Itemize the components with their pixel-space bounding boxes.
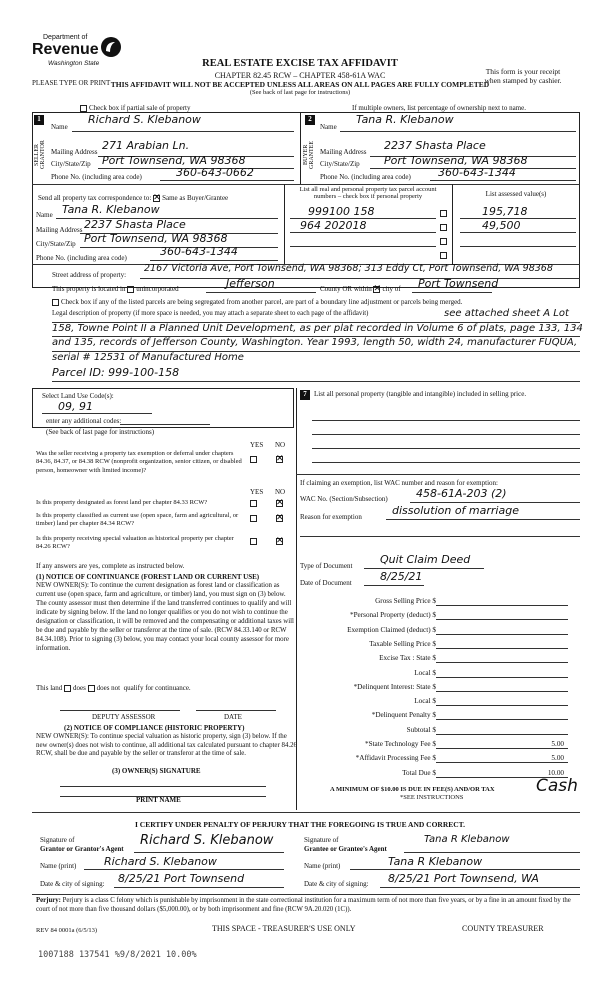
buyer-city-label: City/State/Zip: [320, 160, 360, 168]
county-treasurer: COUNTY TREASURER: [462, 924, 544, 933]
assessed-header: List assessed value(s): [485, 190, 547, 198]
fee-label: *Personal Property (deduct) $: [349, 611, 436, 620]
corr-city: Port Townsend, WA 98368: [84, 232, 228, 245]
q2-yes[interactable]: [250, 499, 259, 507]
q1-no[interactable]: [276, 455, 285, 463]
fee-label: Total Due $: [402, 768, 436, 777]
fee-label: Subtotal $: [406, 725, 436, 734]
reason-label: Reason for exemption: [300, 513, 362, 521]
fee-label: *Delinquent Penalty $: [371, 711, 436, 720]
seller-side-label: SELLER GRANTOR: [34, 140, 46, 170]
fee-value: 5.00: [551, 754, 564, 763]
location-mid: County OR within ✕ city of: [320, 285, 401, 293]
street-value: 2167 Victoria Ave, Port Townsend, WA 98368; 313 Eddy Ct, Port Townsend, WA 98368: [144, 263, 553, 274]
buyer-phone-label: Phone No. (including area code): [320, 173, 411, 181]
legal-label: Legal description of property (if more space is needed, you may attach a separate sheet to each page of the affidavit): [52, 310, 369, 317]
does-not-checkbox[interactable]: [88, 685, 95, 692]
grantee-name: Tana R Klebanow: [388, 855, 483, 868]
treasurer-space: THIS SPACE - TREASURER'S USE ONLY: [212, 924, 356, 933]
form-subtitle: CHAPTER 82.45 RCW – CHAPTER 458-61A WAC: [214, 71, 386, 80]
multiple-owners-note: If multiple owners, list percentage of ownership next to name.: [352, 104, 526, 112]
if-yes-note: If any answers are yes, complete as instructed below.: [36, 562, 185, 570]
grantee-sig-label1: Signature of: [304, 836, 339, 844]
fee-value: 5.00: [551, 740, 564, 748]
continuance-title: (1) NOTICE OF CONTINUANCE (FOREST LAND OR CURRENT USE): [36, 573, 260, 581]
yes-header-2: YES: [250, 488, 264, 496]
doc-type-label: Type of Document: [300, 562, 353, 570]
grantee-date-label: Date & city of signing:: [304, 880, 369, 888]
section-7-tag: 7: [300, 390, 310, 400]
grantee-name-label: Name (print): [304, 862, 341, 870]
assessed-value-1: 195,718: [482, 205, 528, 218]
additional-codes: enter any additional codes:: [46, 417, 122, 425]
fee-label: Exemption Claimed (deduct) $: [347, 625, 436, 634]
corr-city-label: City/State/Zip: [36, 240, 76, 248]
corr-name-label: Name: [36, 211, 53, 219]
form-title: REAL ESTATE EXCISE TAX AFFIDAVIT: [202, 58, 398, 69]
parcel-4-checkbox[interactable]: [440, 251, 449, 259]
corr-addr: 2237 Shasta Place: [84, 218, 186, 231]
fee-label: *Affidavit Processing Fee $: [355, 754, 436, 763]
parcel-id: Parcel ID: 999-100-158: [52, 366, 180, 379]
please-type: PLEASE TYPE OR PRINT: [32, 79, 111, 87]
grantor-name: Richard S. Klebanow: [104, 855, 217, 868]
buyer-name: Tana R. Klebanow: [356, 113, 454, 126]
compliance-body: NEW OWNER(S): To continue special valuation as historic property, sign (3) below. If the new owner(s) does not wish to continue, all additional tax calculated pursuant to chapter 84.26 RCW, shall be due and payable by the seller or transferor at the time of sale.: [36, 733, 298, 758]
no-header-2: NO: [275, 488, 286, 496]
corr-name: Tana R. Klebanow: [62, 203, 160, 216]
print-name: PRINT NAME: [136, 796, 181, 804]
question-1: Was the seller receiving a property tax exemption or deferral under chapters 84.36, 84.37, or 84.38 RCW (nonprofit organization, senior citizen, or disabled person, homeowner with limited income)?: [36, 450, 242, 474]
parcel-2-checkbox[interactable]: [440, 223, 449, 231]
fee-label: Gross Selling Price $: [375, 597, 436, 605]
seller-city-label: City/State/Zip: [51, 160, 91, 168]
minimum-note: A MINIMUM OF $10.00 IS DUE IN FEE(S) AND/OR TAX: [330, 786, 495, 793]
personal-label: List all personal property (tangible and intangible) included in selling price.: [314, 390, 527, 398]
question-4: Is this property receiving special valuation as historical property per chapter 84.26 RCW?: [36, 535, 234, 551]
form-warning: THIS AFFIDAVIT WILL NOT BE ACCEPTED UNLESS ALL AREAS ON ALL PAGES ARE FULLY COMPLETED: [110, 80, 490, 89]
this-land-row: This land does does not qualify for continuance.: [36, 684, 191, 692]
grantor-sig-label2: Grantor or Grantor's Agent: [40, 845, 124, 853]
buyer-addr-label: Mailing Address: [320, 148, 367, 156]
certify-statement: I CERTIFY UNDER PENALTY OF PERJURY THAT THE FOREGOING IS TRUE AND CORRECT.: [134, 820, 465, 829]
grantee-date: 8/25/21 Port Townsend, WA: [388, 872, 539, 885]
fee-label: *Delinquent Interest: State $: [353, 682, 436, 691]
cash-note: Cash: [536, 776, 578, 796]
owner-signature: (3) OWNER(S) SIGNATURE: [112, 767, 201, 775]
parcel-3-checkbox[interactable]: [440, 237, 449, 245]
buyer-name-label: Name: [320, 123, 337, 131]
parcel-number-1: 999100 158: [308, 205, 375, 218]
agency-line1: Department of: [43, 34, 88, 41]
fee-label: *State Technology Fee $: [364, 740, 436, 748]
grantor-date-label: Date & city of signing:: [40, 880, 105, 888]
q3-no[interactable]: [276, 514, 285, 522]
same-as-checkbox[interactable]: [153, 195, 160, 202]
assessed-value-2: 49,500: [482, 219, 521, 232]
seller-phone: 360-643-0662: [176, 166, 254, 179]
see-back-top: (See back of last page for instructions): [249, 89, 351, 96]
wac-label: WAC No. (Section/Subsection): [300, 495, 388, 503]
no-header-1: NO: [275, 441, 286, 449]
partial-sale[interactable]: Check box if partial sale of property: [80, 104, 190, 112]
seller-name: Richard S. Klebanow: [88, 113, 201, 126]
yes-header-1: YES: [250, 441, 264, 449]
street-label: Street address of property:: [52, 271, 127, 279]
perjury-text: Perjury is a class C felony which is punishable by imprisonment in the state correctional institution for a maximum term of not more than five years, or by a fine in an amount fixed by the court of not more than five thousand dollars ($5,000.00), or by both imprisonment and fine (RCW 9A.20.020 (1C)).: [36, 897, 571, 913]
location-row: This property is located in unincorporated: [52, 285, 179, 293]
grantor-sig-label1: Signature of: [40, 836, 75, 844]
section-2-tag: 2: [305, 115, 315, 125]
grantor-date: 8/25/21 Port Townsend: [118, 872, 245, 885]
parcel-1-checkbox[interactable]: [440, 209, 449, 217]
corr-phone: 360-643-1344: [160, 245, 238, 258]
q4-yes[interactable]: [250, 537, 259, 545]
seller-addr-label: Mailing Address: [51, 148, 98, 156]
exemption-claim: If claiming an exemption, list WAC number and reason for exemption:: [300, 479, 498, 487]
rev-number: REV 84 0001a (6/5/13): [36, 927, 98, 934]
city-checkbox[interactable]: [373, 286, 380, 293]
receipt-stamp: 1007188 137541 %9/8/2021 10.00%: [38, 950, 197, 960]
agency-line2: Revenue: [32, 41, 99, 58]
doc-type: Quit Claim Deed: [380, 553, 471, 566]
doc-date: 8/25/21: [380, 570, 423, 583]
grantor-name-label: Name (print): [40, 862, 77, 870]
fee-label: Taxable Selling Price $: [369, 639, 436, 648]
land-use-see-back: (See back of last page for instructions): [46, 428, 155, 436]
unincorporated-checkbox[interactable]: [127, 286, 134, 293]
q2-no[interactable]: [276, 499, 285, 507]
continuance-body: NEW OWNER(S): To continue the current designation as forest land or classification as current use (open space, farm and agriculture, or timber) land, you must sign on (3) below. The county assessor must then determine if the land transferred continues to qualify and will indicate by signing below. If the land no longer qualifies or you do not wish to continue the designation or classification, it will be removed and the compensating or additional taxes will be due and payable by the seller or transferor at the time of sale. (RCW 84.33.140 or RCW 84.34.108). Prior to signing (3) below, you may contact your local county assessor for more information.: [36, 582, 294, 652]
grantee-sig-label2: Grantee or Grantee's Agent: [304, 845, 387, 853]
corr-phone-label: Phone No. (including area code): [36, 254, 127, 262]
doc-date-label: Date of Document: [300, 579, 352, 587]
fee-label: Local $: [414, 697, 436, 706]
city-value: Port Townsend: [418, 277, 499, 290]
revenue-swirl-icon: [100, 36, 122, 58]
question-2: Is this property designated as forest land per chapter 84.33 RCW?: [36, 499, 208, 506]
grantor-signature: Richard S. Klebanow: [140, 833, 274, 848]
buyer-side-label: BUYER GRANTEE: [303, 141, 315, 169]
seller-city: Port Townsend, WA 98368: [102, 154, 246, 167]
buyer-addr: 2237 Shasta Place: [384, 139, 486, 152]
fee-label: Local $: [414, 668, 436, 677]
question-3: Is this property classified as current use (open space, farm and agricultural, or timber) land per chapter 84.34 RCW?: [36, 512, 239, 528]
see-instructions: *SEE INSTRUCTIONS: [400, 794, 464, 801]
wac-value: 458-61A-203 (2): [416, 487, 507, 500]
county-value: Jefferson: [226, 277, 275, 290]
q1-yes[interactable]: [250, 455, 259, 463]
correspondence-label: Send all property tax correspondence to: ✕ Same as Buyer/Grantee: [38, 194, 228, 202]
reason-value: dissolution of marriage: [392, 504, 519, 517]
segregated-row[interactable]: Check box if any of the listed parcels are being segregated from another parcel, are part of a boundary line adjustment or parcels being merged.: [52, 298, 462, 306]
deputy-assessor: DEPUTY ASSESSOR: [92, 713, 156, 721]
parcel-header: List all real and personal property tax parcel account numbers – check box if personal property: [299, 186, 437, 201]
receipt-note: This form is your receipt when stamped by cashier.: [484, 67, 562, 85]
parcel-number-2: 964 202018: [300, 219, 367, 232]
legal-text: see attached sheet A Lot 158, Towne Point II a Planned Unit Development, as per plat recorded in Volume 6 of plats, page 133, 134 and 135, records of Jefferson County, Washington. Year 1993, length 50, width 24, manufacturer FUQUA, serial # 12531 of Manufactured Home: [52, 308, 583, 363]
fee-value: 10.00: [547, 768, 564, 777]
q4-no[interactable]: [276, 537, 285, 545]
seller-addr: 271 Arabian Ln.: [102, 139, 190, 152]
section-1-tag: 1: [34, 115, 44, 125]
perjury-note: Perjury: Perjury is a class C felony which is punishable by imprisonment in the state correctional institution for a maximum term of not more than five years, or by a fine in an amount fixed by the court of not more than five thousand dollars ($5,000.00), or by both imprisonment and fine (RCW 9A.20.020 (1C)).: [36, 897, 571, 913]
seller-name-label: Name: [51, 123, 68, 131]
seller-phone-label: Phone No. (including area code): [51, 173, 142, 181]
land-use-label: Select Land Use Code(s):: [42, 392, 114, 400]
grantee-signature: Tana R Klebanow: [424, 834, 510, 845]
q3-yes[interactable]: [250, 514, 259, 522]
does-checkbox[interactable]: [64, 685, 71, 692]
corr-addr-label: Mailing Address: [36, 226, 83, 234]
buyer-city: Port Townsend, WA 98368: [384, 154, 528, 167]
fee-label: Excise Tax : State $: [379, 654, 436, 663]
compliance-title: (2) NOTICE OF COMPLIANCE (HISTORIC PROPERTY): [64, 724, 245, 732]
agency-line3: Washington State: [48, 60, 100, 67]
deputy-date: DATE: [224, 713, 242, 721]
buyer-phone: 360-643-1344: [438, 166, 516, 179]
land-use-value: 09, 91: [58, 400, 93, 413]
